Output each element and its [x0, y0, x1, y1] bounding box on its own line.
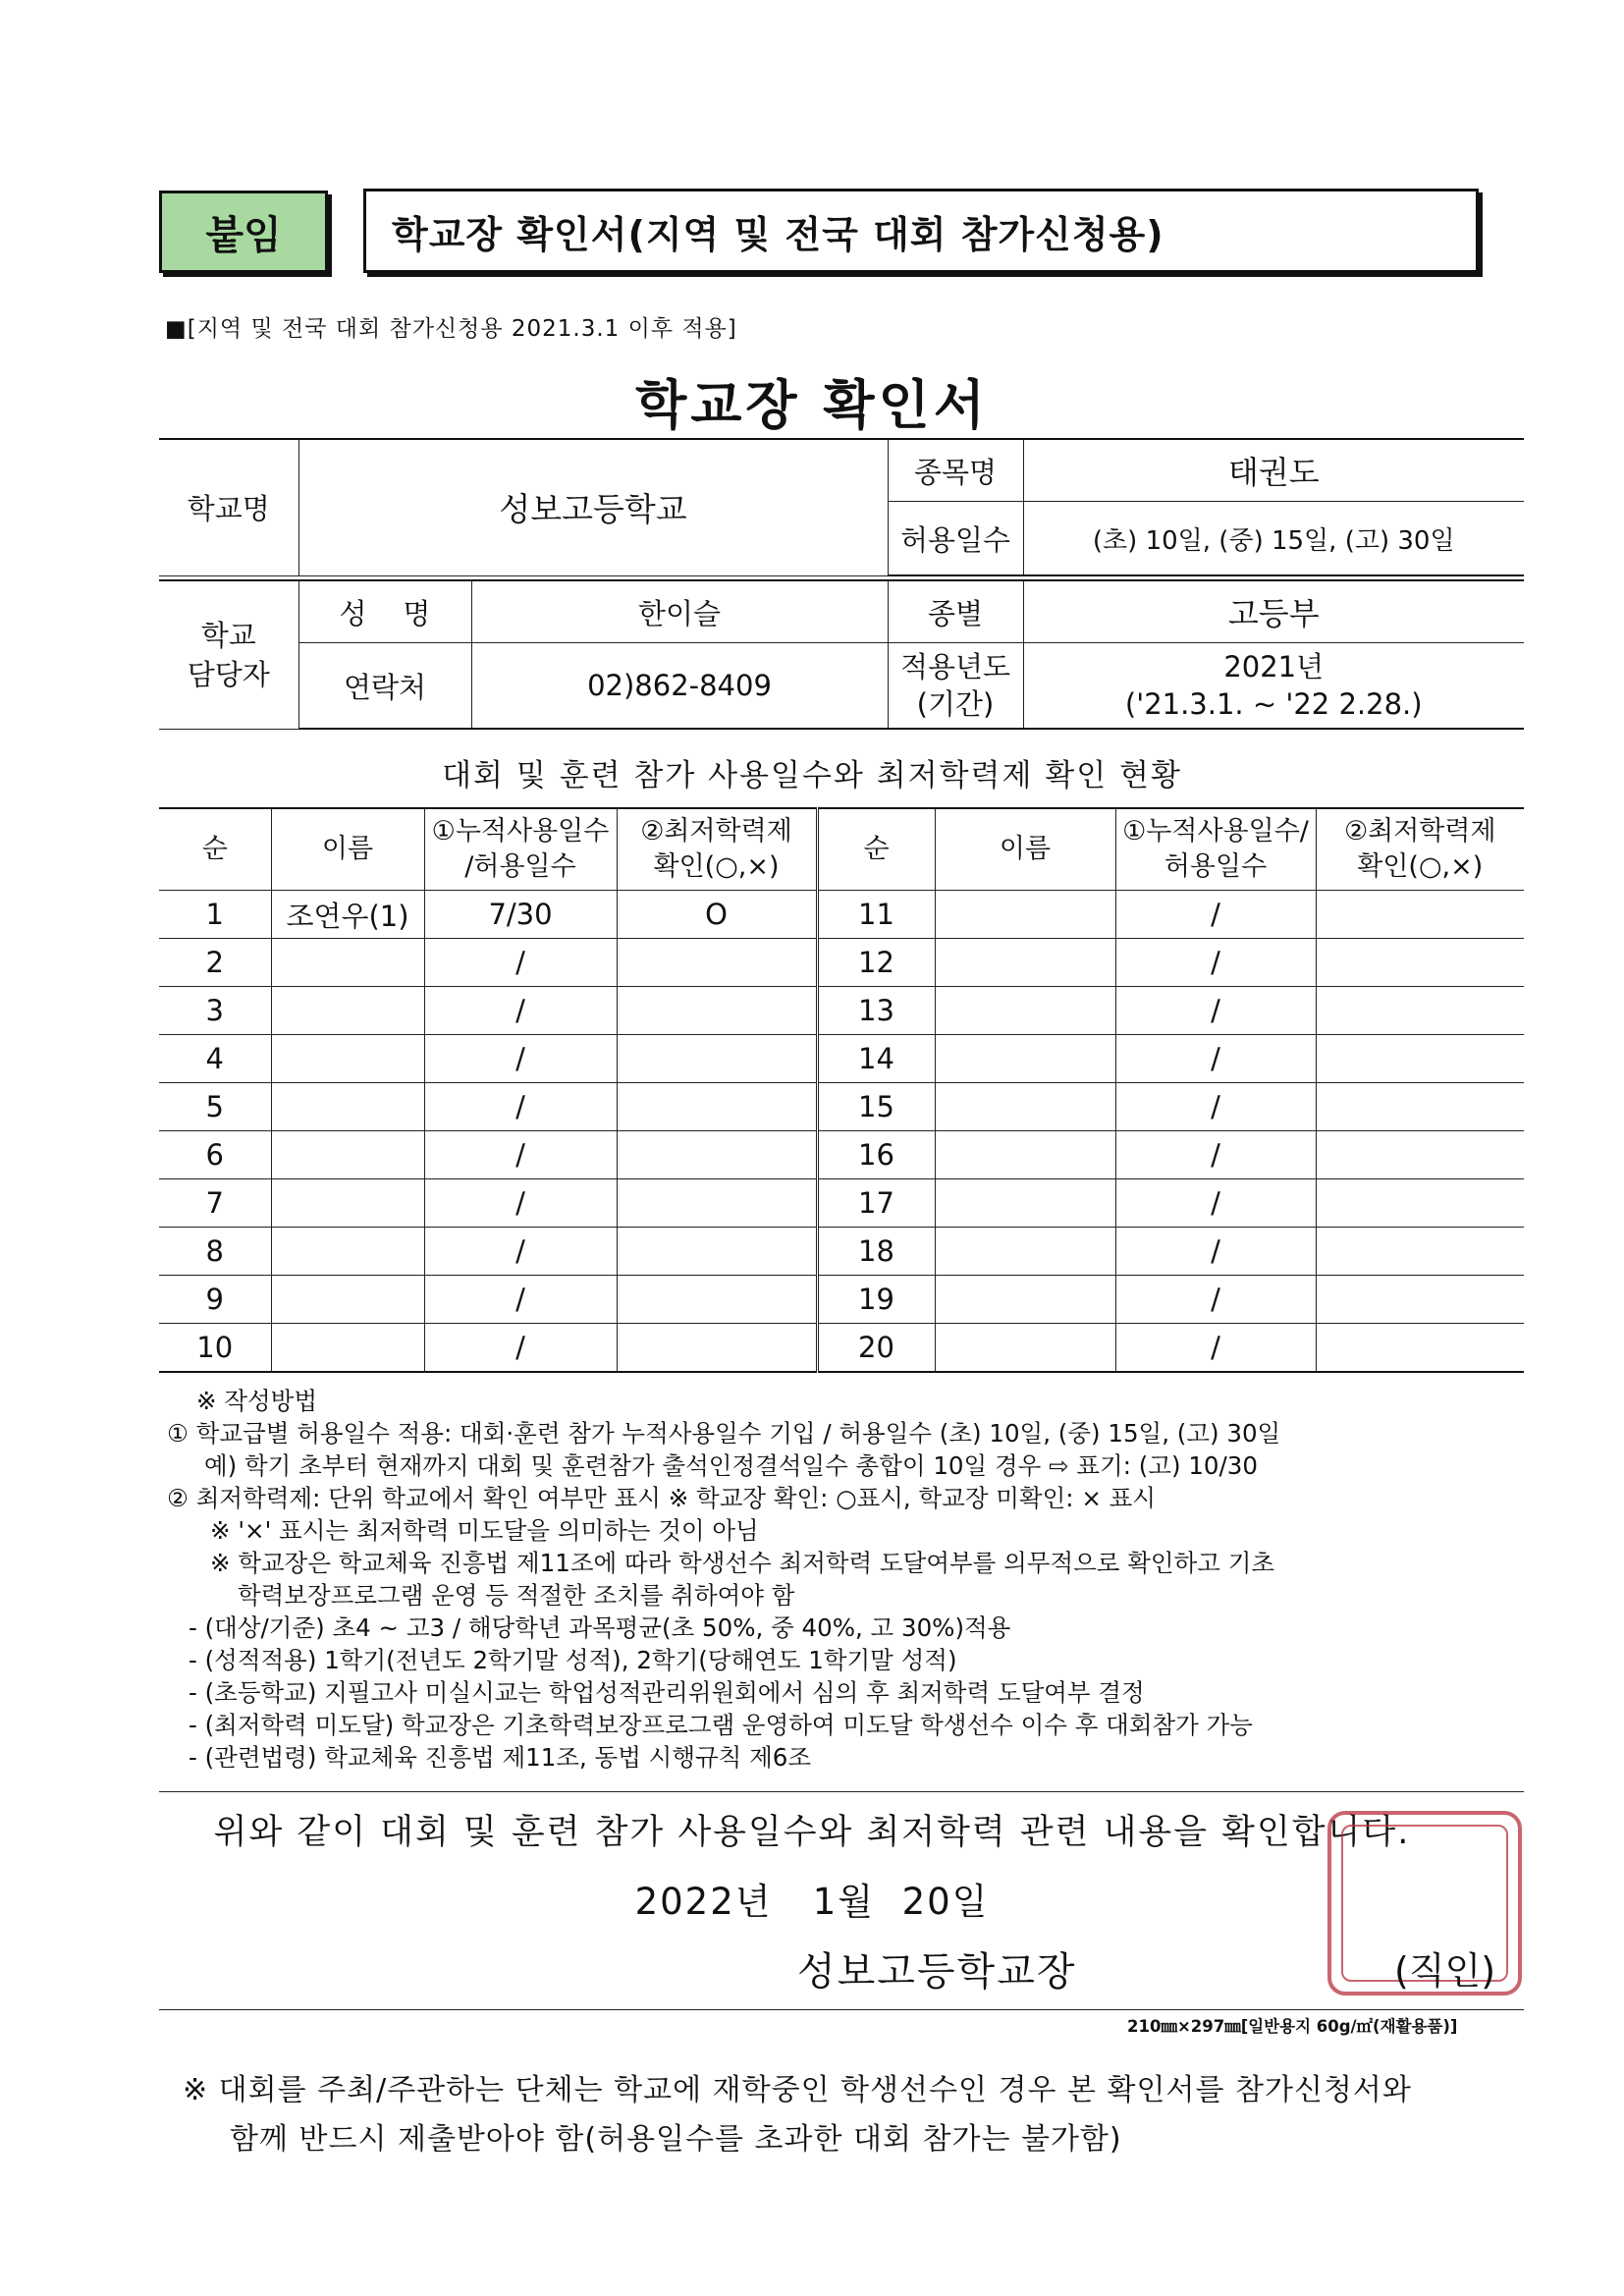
allowed-days-label: 허용일수	[888, 502, 1023, 576]
school-info-table	[159, 438, 1524, 730]
row-days: 7/30	[424, 891, 617, 939]
section-title: 대회 및 훈련 참가 사용일수와 최저학력제 확인 현황	[442, 758, 1182, 793]
note-2: ② 최저학력제: 단위 학교에서 확인 여부만 표시 ※ 학교장 확인: ○표시, 학교장 미확인: × 표시	[167, 1484, 1156, 1512]
school-value: 성보고등학교	[298, 439, 888, 575]
row-name-right	[935, 1083, 1115, 1131]
row-days-right: /	[1115, 1228, 1316, 1276]
table-row	[159, 1228, 1524, 1276]
row-check-right	[1316, 1083, 1524, 1131]
row-days: /	[424, 1083, 617, 1131]
row-name-right	[935, 1324, 1115, 1373]
table-row	[159, 1083, 1524, 1131]
seal-label: (직인)	[1394, 1949, 1496, 1993]
row-number-right: 11	[817, 891, 935, 939]
row-number-right: 13	[817, 987, 935, 1035]
document-header-title: 학교장 확인서(지역 및 전국 대회 참가신청용)	[363, 189, 1479, 273]
table-row	[159, 1324, 1524, 1373]
table-row	[159, 1276, 1524, 1324]
header-name: 이름	[271, 808, 424, 891]
row-check	[617, 1131, 817, 1179]
row-name-right	[935, 1228, 1115, 1276]
row-days: /	[424, 939, 617, 987]
row-days: /	[424, 987, 617, 1035]
row-name-right	[935, 1179, 1115, 1228]
name-value: 한이슬	[471, 580, 888, 643]
row-name-right	[935, 987, 1115, 1035]
detail-2: - (성적적용) 1학기(전년도 2학기말 성적), 2학기(당해연도 1학기말 성적)	[189, 1646, 957, 1674]
row-name	[271, 1324, 424, 1373]
manager-label: 학교 담당자	[159, 580, 298, 729]
row-check	[617, 939, 817, 987]
detail-3: - (초등학교) 지필고사 미실시교는 학업성적관리위원회에서 심의 후 최저학력 도달여부 결정	[189, 1678, 1145, 1707]
contact-label: 연락처	[298, 643, 471, 730]
row-days: /	[424, 1035, 617, 1083]
row-check-right	[1316, 1276, 1524, 1324]
row-name-right	[935, 939, 1115, 987]
row-name	[271, 1083, 424, 1131]
row-number-right: 19	[817, 1276, 935, 1324]
header-days: ①누적사용일수 /허용일수	[424, 808, 617, 891]
row-name: 조연우(1)	[271, 891, 424, 939]
row-days-right: /	[1115, 1179, 1316, 1228]
row-name-right	[935, 1131, 1115, 1179]
row-check	[617, 1179, 817, 1228]
row-check	[617, 1083, 817, 1131]
row-number-right: 15	[817, 1083, 935, 1131]
row-days-right: /	[1115, 987, 1316, 1035]
header-seq: 순	[159, 808, 271, 891]
row-days: /	[424, 1228, 617, 1276]
year-label: 적용년도 (기간)	[888, 643, 1023, 730]
table-row	[159, 1035, 1524, 1083]
note-2-b2: 학력보장프로그램 운영 등 적절한 조치를 취하여야 함	[238, 1581, 795, 1610]
division-label: 종별	[888, 580, 1023, 643]
confirm-statement: 위와 같이 대회 및 훈련 참가 사용일수와 최저학력 관련 내용을 확인합니다.	[213, 1813, 1411, 1852]
row-number: 3	[159, 987, 271, 1035]
attachment-tag: 붙임	[159, 191, 328, 273]
submission-note	[183, 2066, 1538, 2164]
row-name-right	[935, 1035, 1115, 1083]
header-check: ②최저학력제 확인(○,×)	[617, 808, 817, 891]
row-number: 8	[159, 1228, 271, 1276]
submission-note-line-2: 함께 반드시 제출받아야 함(허용일수를 초과한 대회 참가는 불가함)	[230, 2122, 1122, 2157]
row-days-right: /	[1115, 1083, 1316, 1131]
header-seq-right: 순	[817, 808, 935, 891]
table-row	[159, 987, 1524, 1035]
row-number-right: 18	[817, 1228, 935, 1276]
note-1-example: 예) 학기 초부터 현재까지 대회 및 훈련참가 출석인정결석일수 총합이 10일 경우 ⇨ 표기: (고) 10/30	[204, 1451, 1258, 1480]
row-name-right	[935, 891, 1115, 939]
divider-line	[159, 1791, 1524, 1792]
row-days: /	[424, 1179, 617, 1228]
row-number-right: 12	[817, 939, 935, 987]
row-check-right	[1316, 1131, 1524, 1179]
principal-title: 성보고등학교장	[797, 1949, 1077, 1995]
table-row	[159, 891, 1524, 939]
allowed-days-value: (초) 10일, (중) 15일, (고) 30일	[1023, 502, 1524, 576]
row-days-right: /	[1115, 1324, 1316, 1373]
sport-value: 태권도	[1023, 439, 1524, 502]
notes-heading: ※ 작성방법	[196, 1387, 317, 1415]
writing-instructions	[167, 1385, 1522, 1774]
table-row	[159, 1179, 1524, 1228]
apply-note: ■[지역 및 전국 대회 참가신청용 2021.3.1 이후 적용]	[165, 316, 737, 342]
row-days: /	[424, 1324, 617, 1373]
row-name	[271, 1228, 424, 1276]
row-check	[617, 1276, 817, 1324]
row-number-right: 16	[817, 1131, 935, 1179]
row-number-right: 20	[817, 1324, 935, 1373]
row-number: 7	[159, 1179, 271, 1228]
note-2-b1: ※ 학교장은 학교체육 진흥법 제11조에 따라 학생선수 최저학력 도달여부를 의무적으로 확인하고 기초	[210, 1549, 1275, 1577]
issue-date: 2022년 1월 20일	[634, 1881, 990, 1923]
table-row	[159, 939, 1524, 987]
detail-5: - (관련법령) 학교체육 진흥법 제11조, 동법 시행규칙 제6조	[189, 1743, 812, 1772]
row-check	[617, 1035, 817, 1083]
row-check	[617, 987, 817, 1035]
sport-label: 종목명	[888, 439, 1023, 502]
row-number: 9	[159, 1276, 271, 1324]
row-name	[271, 1035, 424, 1083]
main-title: 학교장 확인서	[635, 374, 989, 436]
row-number: 4	[159, 1035, 271, 1083]
header-days-right: ①누적사용일수/ 허용일수	[1115, 808, 1316, 891]
header-check-right: ②최저학력제 확인(○,×)	[1316, 808, 1524, 891]
row-check-right	[1316, 891, 1524, 939]
row-check-right	[1316, 1035, 1524, 1083]
row-days: /	[424, 1131, 617, 1179]
detail-1: - (대상/기준) 초4 ~ 고3 / 해당학년 과목평균(초 50%, 중 40%, 고 30%)적용	[189, 1613, 1011, 1642]
row-number: 6	[159, 1131, 271, 1179]
year-value: 2021년 ('21.3.1. ~ '22 2.28.)	[1023, 643, 1524, 730]
row-days: /	[424, 1276, 617, 1324]
row-number: 1	[159, 891, 271, 939]
row-check-right	[1316, 1179, 1524, 1228]
row-check	[617, 1228, 817, 1276]
paper-size-note: 210㎜×297㎜[일반용지 60g/㎡(재활용품)]	[1127, 2017, 1458, 2036]
row-number: 2	[159, 939, 271, 987]
detail-4: - (최저학력 미도달) 학교장은 기초학력보장프로그램 운영하여 미도달 학생선수 이수 후 대회참가 가능	[189, 1711, 1253, 1739]
divider-line-bottom	[159, 2009, 1524, 2010]
row-name	[271, 987, 424, 1035]
row-check	[617, 1324, 817, 1373]
submission-note-line-1: ※ 대회를 주최/주관하는 단체는 학교에 재학중인 학생선수인 경우 본 확인서를 참가신청서와	[183, 2073, 1412, 2107]
row-check-right	[1316, 1324, 1524, 1373]
name-label: 성 명	[298, 580, 471, 643]
division-value: 고등부	[1023, 580, 1524, 643]
note-1: ① 학교급별 허용일수 적용: 대회·훈련 참가 누적사용일수 기입 / 허용일수 (초) 10일, (중) 15일, (고) 30일	[167, 1419, 1281, 1448]
row-days-right: /	[1115, 1035, 1316, 1083]
row-number: 5	[159, 1083, 271, 1131]
note-2-a: ※ '×' 표시는 최저학력 미도달을 의미하는 것이 아님	[210, 1516, 759, 1545]
header-name-right: 이름	[935, 808, 1115, 891]
table-row	[159, 1131, 1524, 1179]
row-number-right: 17	[817, 1179, 935, 1228]
row-check-right	[1316, 1228, 1524, 1276]
row-check: O	[617, 891, 817, 939]
row-days-right: /	[1115, 939, 1316, 987]
school-label: 학교명	[159, 439, 298, 575]
row-days-right: /	[1115, 1131, 1316, 1179]
row-days-right: /	[1115, 891, 1316, 939]
row-name	[271, 1179, 424, 1228]
row-days-right: /	[1115, 1276, 1316, 1324]
records-table	[159, 807, 1524, 1373]
row-check-right	[1316, 987, 1524, 1035]
row-check-right	[1316, 939, 1524, 987]
contact-value: 02)862-8409	[471, 643, 888, 730]
row-name-right	[935, 1276, 1115, 1324]
row-name	[271, 939, 424, 987]
row-name	[271, 1276, 424, 1324]
row-name	[271, 1131, 424, 1179]
row-number: 10	[159, 1324, 271, 1373]
row-number-right: 14	[817, 1035, 935, 1083]
